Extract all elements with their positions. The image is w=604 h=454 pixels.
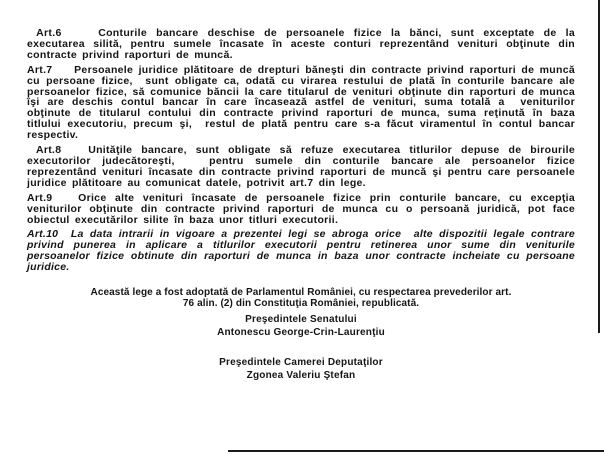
chamber-president-name: Zgonea Valeriu Ştefan (246, 370, 356, 382)
article-10-paragraph: Art.10 La data intrarii in vigoare a prezentei legi se abroga orice alte dispozitii legale contrare privind punerea in aplicare a titlurilor executorii pentru retinerea unor sume din veniturile persoanelor fizice obtinute din raporturi de munca in baza unor contracte incheiate cu persoane juridice. (27, 228, 575, 274)
page-right-edge-rule (598, 0, 600, 333)
signature-block-chamber (27, 357, 575, 381)
page-bottom-edge-rule (228, 450, 604, 452)
senate-president-title: Preşedintele Senatului (245, 314, 357, 326)
adoption-note: Această lege a fost adoptată de Parlamentul României, cu respectarea prevederilor art. 76 alin. (2) din Constituţia României, republicată. (90, 287, 512, 309)
chamber-president-title: Preşedintele Camerei Deputaţilor (219, 357, 383, 369)
closing-block (27, 288, 575, 381)
senate-president-name: Antonescu George-Crin-Laurenţiu (217, 327, 385, 339)
document-body (27, 28, 575, 381)
article-6-paragraph: Art.6 Conturile bancare deschise de persoanele fizice la bănci, sunt exceptate de la executarea silită, pentru sumele încasate în aceste conturi reprezentând venituri obţinute din contracte privind raporturi de muncă. (27, 27, 575, 61)
article-7-paragraph: Art.7 Persoanele juridice plătitoare de drepturi băneşti din contracte privind raporturi de muncă cu persoane fizice, sunt obligate ca, odată cu virarea restului de plată în conturile bancare ale persoanelor fizice, să comunice băncii la care titularul de venituri obţinute din raporturi de munca îşi are deschis contul bancar în care încasează astfel de venituri, suma totală a veniturilor obţinute de titularul contului din contracte privind raporturi de munca, suma reţinută în baza titlului executoriu, precum şi, restul de plată pentru care s-a făcut viramentul în contul bancar respectiv. (27, 63, 575, 142)
article-8-paragraph: Art.8 Unităţile bancare, sunt obligate să refuze executarea titlurilor depuse de birourile executorilor judecătoreşti, pentru sumele din conturile bancare ale persoanelor fizice reprezentând venituri încasate din contracte privind raporturi de muncă şi pentru care persoanele juridice plătitoare au comunicat datele, potrivit art.7 din lege. (27, 144, 575, 189)
signature-block-senate (27, 314, 575, 338)
article-9-paragraph: Art.9 Orice alte venituri încasate de persoanele fizice prin conturile bancare, cu excepţia veniturilor obţinute din contracte privind raporturi de munca cu o persoană juridică, pot face obiectul executărilor silite în baza unor titluri executorii. (27, 191, 575, 226)
